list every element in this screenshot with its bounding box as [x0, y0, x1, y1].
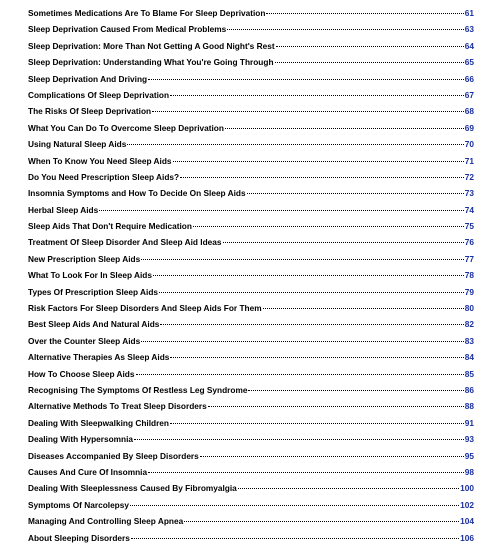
toc-entry-title: Alternative Therapies As Sleep Aids: [28, 352, 170, 363]
toc-entry-title: Herbal Sleep Aids: [28, 204, 99, 215]
dot-leader: [247, 193, 464, 194]
dot-leader: [130, 505, 459, 506]
toc-entry-page-link[interactable]: 82: [464, 319, 474, 330]
toc-entry-page-link[interactable]: 79: [464, 286, 474, 297]
toc-entry-page-link[interactable]: 106: [460, 532, 474, 543]
toc-entry[interactable]: [28, 497, 474, 513]
toc-entry-title: Symptoms Of Narcolepsy: [28, 499, 129, 510]
toc-entry[interactable]: [28, 136, 474, 152]
toc-entry-title: The Risks Of Sleep Deprivation: [28, 106, 152, 117]
dot-leader: [173, 161, 464, 162]
toc-entry-page-link[interactable]: 76: [464, 237, 474, 248]
dot-leader: [159, 292, 464, 293]
dot-leader: [248, 390, 463, 391]
toc-entry-page-link[interactable]: 100: [460, 483, 474, 494]
dot-leader: [153, 275, 464, 276]
toc-entry-title: Risk Factors For Sleep Disorders And Sleep Aids For Them: [28, 303, 262, 314]
toc-entry[interactable]: [28, 218, 474, 234]
toc-entry-page-link[interactable]: 91: [464, 417, 474, 428]
toc-entry-title: Insomnia Symptoms and How To Decide On Sleep Aids: [28, 188, 246, 199]
toc-entry[interactable]: [28, 431, 474, 447]
toc-entry-title: Causes And Cure Of Insomnia: [28, 466, 148, 477]
toc-entry-page-link[interactable]: 75: [464, 221, 474, 232]
toc-entry-title: What To Look For In Sleep Aids: [28, 270, 152, 281]
toc-entry[interactable]: [28, 333, 474, 349]
toc-entry-title: Sleep Deprivation: More Than Not Getting A Good Night's Rest: [28, 40, 275, 51]
toc-entry-page-link[interactable]: 88: [464, 401, 474, 412]
toc-entry-title: Complications Of Sleep Deprivation: [28, 89, 170, 100]
dot-leader: [225, 128, 464, 129]
toc-entry-title: Using Natural Sleep Aids: [28, 139, 127, 150]
dot-leader: [141, 259, 464, 260]
toc-entry-title: Best Sleep Aids And Natural Aids: [28, 319, 160, 330]
dot-leader: [170, 423, 464, 424]
toc-entry[interactable]: [28, 366, 474, 382]
toc-entry[interactable]: [28, 153, 474, 169]
toc-entry-title: Sleep Deprivation: Understanding What You're Going Through: [28, 57, 274, 68]
toc-entry-page-link[interactable]: 98: [464, 466, 474, 477]
toc-entry[interactable]: [28, 448, 474, 464]
toc-entry-page-link[interactable]: 95: [464, 450, 474, 461]
toc-entry[interactable]: [28, 513, 474, 529]
toc-entry-title: Dealing With Hypersomnia: [28, 434, 134, 445]
toc-entry[interactable]: [28, 398, 474, 414]
toc-entry-title: How To Choose Sleep Aids: [28, 368, 135, 379]
dot-leader: [131, 538, 459, 539]
toc-entry[interactable]: [28, 530, 474, 546]
toc-entry-page-link[interactable]: 83: [464, 335, 474, 346]
toc-entry-page-link[interactable]: 73: [464, 188, 474, 199]
toc-entry-page-link[interactable]: 61: [464, 8, 474, 18]
dot-leader: [266, 13, 463, 14]
toc-entry[interactable]: [28, 415, 474, 431]
dot-leader: [136, 374, 464, 375]
toc-entry-title: Recognising The Symptoms Of Restless Leg Syndrome: [28, 384, 248, 395]
toc-entry-title: When To Know You Need Sleep Aids: [28, 155, 172, 166]
toc-entry[interactable]: [28, 38, 474, 54]
toc-entry-page-link[interactable]: 86: [464, 384, 474, 395]
dot-leader: [127, 144, 463, 145]
dot-leader: [99, 210, 464, 211]
toc-entry-title: Do You Need Prescription Sleep Aids?: [28, 171, 180, 182]
dot-leader: [184, 521, 459, 522]
toc-entry-page-link[interactable]: 85: [464, 368, 474, 379]
dot-leader: [208, 406, 464, 407]
table-of-contents: [28, 5, 474, 546]
toc-entry[interactable]: [28, 202, 474, 218]
toc-entry-title: Sleep Deprivation Caused From Medical Problems: [28, 24, 227, 35]
toc-entry[interactable]: [28, 71, 474, 87]
dot-leader: [160, 324, 463, 325]
toc-entry-page-link[interactable]: 70: [464, 139, 474, 150]
dot-leader: [170, 95, 464, 96]
toc-entry-page-link[interactable]: 71: [464, 155, 474, 166]
toc-entry[interactable]: [28, 120, 474, 136]
dot-leader: [275, 62, 464, 63]
toc-entry-title: New Prescription Sleep Aids: [28, 253, 141, 264]
toc-entry-title: Diseases Accompanied By Sleep Disorders: [28, 450, 199, 461]
toc-entry-title: Types Of Prescription Sleep Aids: [28, 286, 159, 297]
toc-entry[interactable]: [28, 21, 474, 37]
dot-leader: [134, 439, 464, 440]
toc-entry-page-link[interactable]: 102: [460, 499, 474, 510]
toc-entry[interactable]: [28, 382, 474, 398]
toc-entry-title: Dealing With Sleepwalking Children: [28, 417, 169, 428]
toc-entry-title: Sleep Aids That Don't Require Medication: [28, 221, 192, 232]
toc-entry-title: Over the Counter Sleep Aids: [28, 335, 141, 346]
toc-entry-page-link[interactable]: 77: [464, 253, 474, 264]
toc-entry-title: What You Can Do To Overcome Sleep Deprivation: [28, 122, 224, 133]
toc-entry-page-link[interactable]: 104: [460, 516, 474, 527]
toc-entry[interactable]: [28, 349, 474, 365]
toc-entry-page-link[interactable]: 84: [464, 352, 474, 363]
toc-entry-page-link[interactable]: 67: [464, 89, 474, 100]
toc-entry-title: Sometimes Medications Are To Blame For Sleep Deprivation: [28, 8, 266, 18]
toc-entry[interactable]: [28, 5, 474, 21]
toc-entry[interactable]: [28, 103, 474, 119]
toc-entry-title: Dealing With Sleeplessness Caused By Fibromyalgia: [28, 483, 237, 494]
toc-entry[interactable]: [28, 169, 474, 185]
toc-entry[interactable]: [28, 87, 474, 103]
dot-leader: [227, 29, 464, 30]
dot-leader: [200, 456, 464, 457]
toc-entry-title: Managing And Controlling Sleep Apnea: [28, 516, 184, 527]
dot-leader: [238, 488, 459, 489]
toc-entry-page-link[interactable]: 93: [464, 434, 474, 445]
toc-entry[interactable]: [28, 185, 474, 201]
toc-entry[interactable]: [28, 300, 474, 316]
toc-entry-page-link[interactable]: 65: [464, 57, 474, 68]
toc-entry-title: About Sleeping Disorders: [28, 532, 130, 543]
toc-entry-page-link[interactable]: 74: [464, 204, 474, 215]
dot-leader: [193, 226, 464, 227]
toc-entry[interactable]: [28, 267, 474, 283]
toc-entry[interactable]: [28, 234, 474, 250]
toc-entry[interactable]: [28, 464, 474, 480]
toc-entry-page-link[interactable]: 66: [464, 73, 474, 84]
toc-entry[interactable]: [28, 316, 474, 332]
dot-leader: [152, 111, 464, 112]
toc-entry-title: Alternative Methods To Treat Sleep Disorders: [28, 401, 207, 412]
toc-entry-page-link[interactable]: 78: [464, 270, 474, 281]
toc-entry-page-link[interactable]: 68: [464, 106, 474, 117]
dot-leader: [148, 472, 464, 473]
toc-entry-page-link[interactable]: 69: [464, 122, 474, 133]
dot-leader: [276, 46, 464, 47]
toc-entry-title: Sleep Deprivation And Driving: [28, 73, 148, 84]
dot-leader: [148, 79, 464, 80]
toc-entry-page-link[interactable]: 72: [464, 171, 474, 182]
toc-entry-title: Treatment Of Sleep Disorder And Sleep Aid Ideas: [28, 237, 222, 248]
toc-entry[interactable]: [28, 251, 474, 267]
dot-leader: [223, 242, 464, 243]
toc-entry-page-link[interactable]: 80: [464, 303, 474, 314]
toc-entry-page-link[interactable]: 64: [464, 40, 474, 51]
dot-leader: [180, 177, 464, 178]
toc-entry[interactable]: [28, 284, 474, 300]
toc-entry[interactable]: [28, 480, 474, 496]
dot-leader: [170, 357, 463, 358]
dot-leader: [263, 308, 464, 309]
dot-leader: [141, 341, 464, 342]
toc-entry[interactable]: [28, 54, 474, 70]
toc-entry-page-link[interactable]: 63: [464, 24, 474, 35]
